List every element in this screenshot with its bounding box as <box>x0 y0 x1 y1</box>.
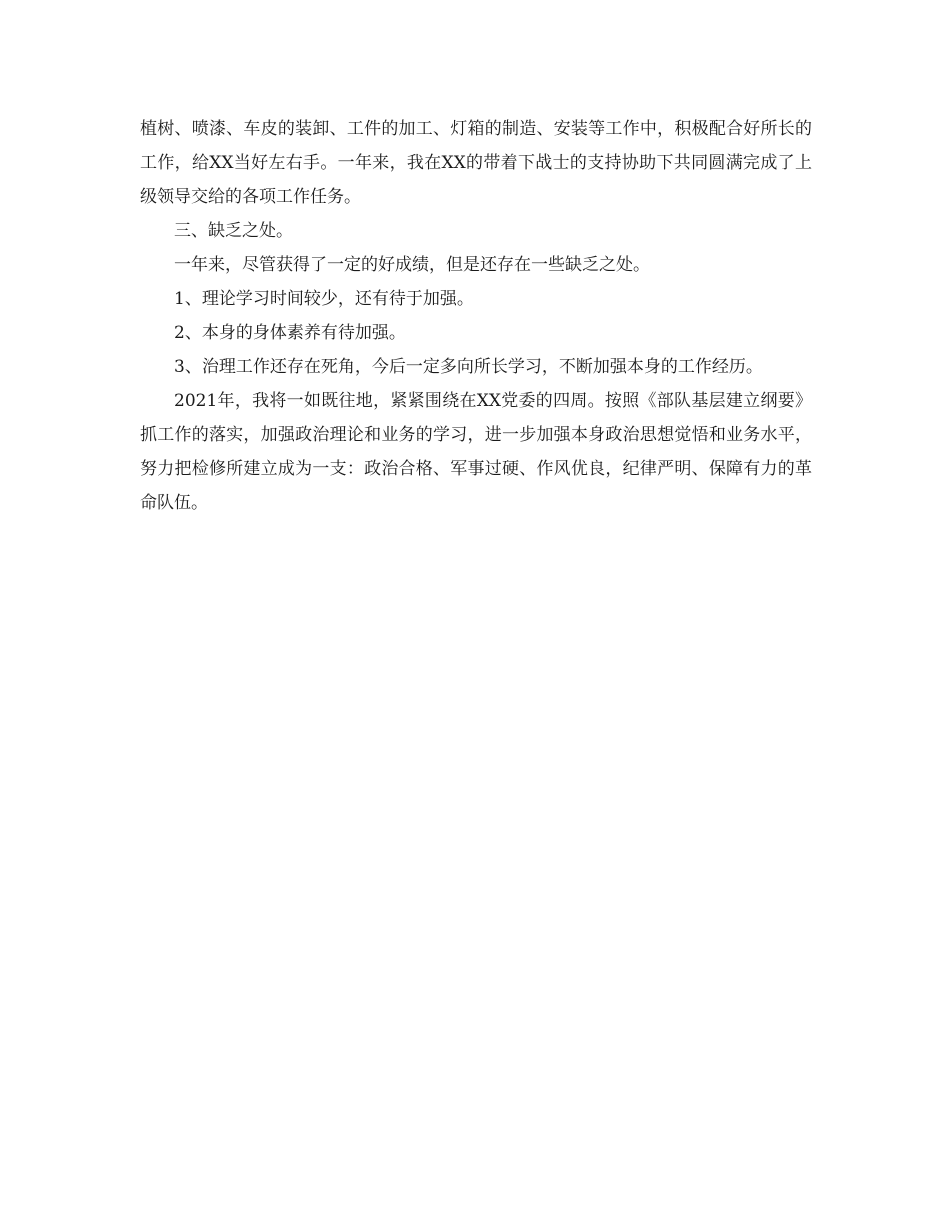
list-item-1: 1、理论学习时间较少，还有待于加强。 <box>174 289 474 309</box>
paragraph-continuation: 植树、喷漆、车皮的装卸、工件的加工、灯箱的制造、安装等工作中，积极配合好所长的工作，给XX当好左右手。一年来，我在XX的带着下战士的支持协助下共同圆满完成了上级领导交给的各项工作任务。 <box>140 119 812 207</box>
paragraph-plan-2021: 2021年，我将一如既往地，紧紧围绕在XX党委的四周。按照《部队基层建立纲要》抓工作的落实，加强政治理论和业务的学习，进一步加强本身政治思想觉悟和业务水平，努力把检修所建立成为一支：政治合格、军事过硬、作风优良，纪律严明、保障有力的革命队伍。 <box>140 391 812 513</box>
list-item-2: 2、本身的身体素养有待加强。 <box>174 323 406 343</box>
paragraph-shortcomings-intro: 一年来，尽管获得了一定的好成绩，但是还存在一些缺乏之处。 <box>174 255 650 275</box>
list-item-3: 3、治理工作还存在死角，今后一定多向所长学习，不断加强本身的工作经历。 <box>174 357 763 377</box>
section-heading-shortcomings: 三、缺乏之处。 <box>174 221 293 241</box>
document-body <box>140 112 812 520</box>
